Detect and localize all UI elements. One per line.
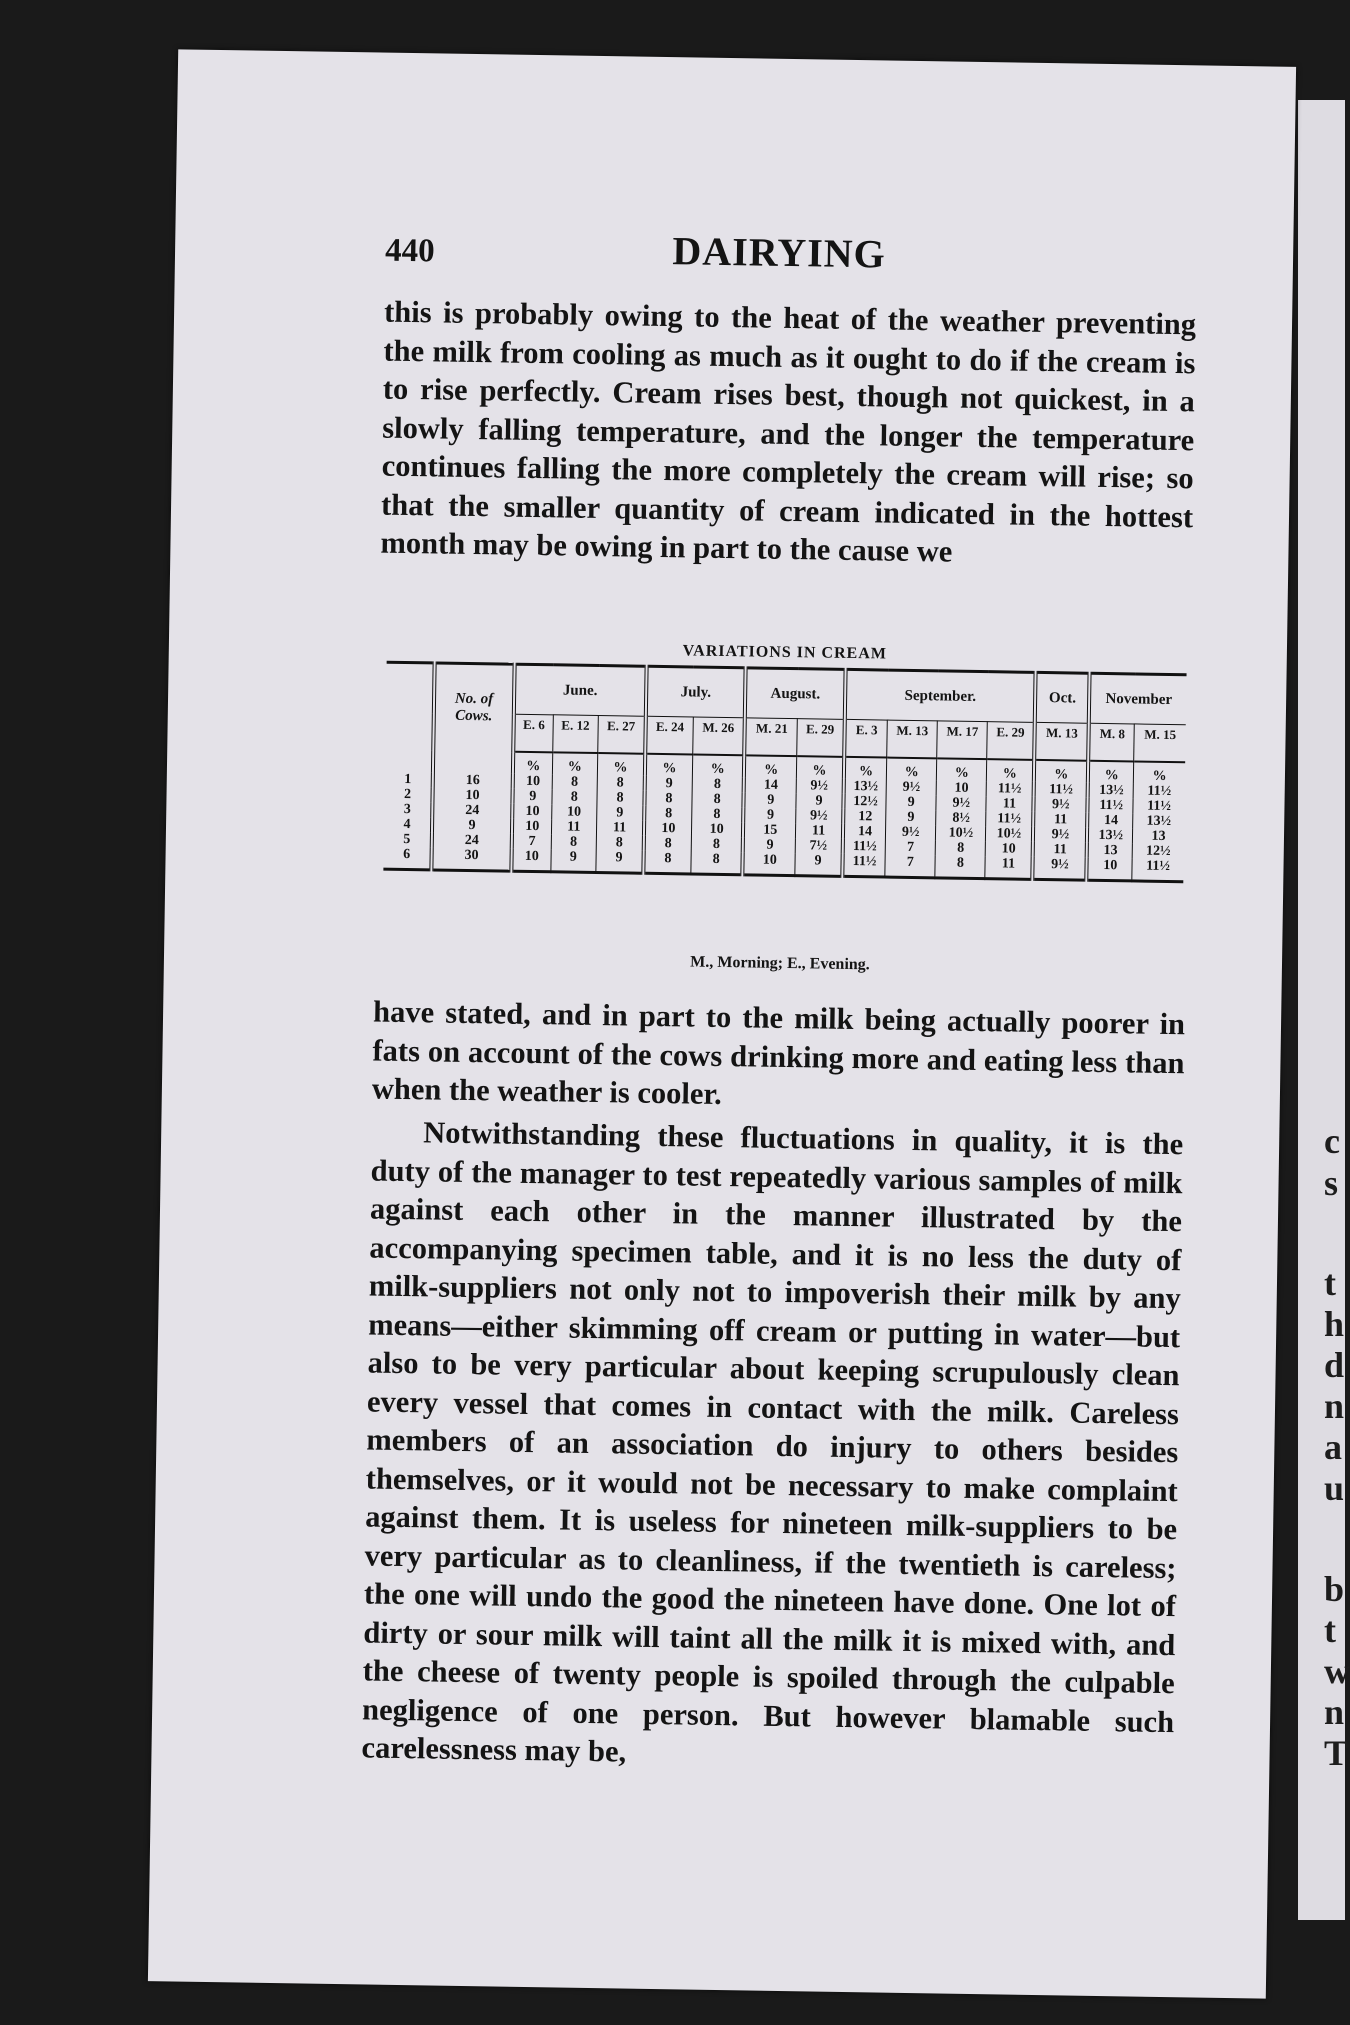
cream-value: 8 xyxy=(596,835,644,851)
cream-value: 11 xyxy=(985,856,1033,879)
cream-value: 8 xyxy=(692,777,744,793)
row-number: 6 xyxy=(403,846,411,863)
row-number: 5 xyxy=(403,831,411,848)
cream-value: 9½ xyxy=(796,778,844,794)
cream-value: 9 xyxy=(743,837,795,853)
cream-value: 8½ xyxy=(936,810,986,826)
cream-value: 9½ xyxy=(796,808,844,824)
cream-value: 9½ xyxy=(936,795,986,811)
facing-page-edge xyxy=(1298,100,1350,1920)
row-number: 3 xyxy=(403,801,411,818)
book-page xyxy=(148,49,1296,1998)
table-title: VARIATIONS IN CREAM xyxy=(682,642,888,663)
cream-value: 11½ xyxy=(1133,783,1185,799)
date-header: M. 21 xyxy=(745,718,798,756)
date-header: M. 26 xyxy=(693,717,746,755)
cream-value: 13½ xyxy=(1087,828,1132,844)
cream-value: 14 xyxy=(744,777,796,793)
cream-value: 8 xyxy=(597,775,645,791)
cream-value: 13½ xyxy=(844,779,887,795)
facing-letter: c xyxy=(1324,1121,1340,1161)
cream-value: 10 xyxy=(551,804,597,820)
facing-letter: u xyxy=(1324,1468,1345,1508)
pct-sign: % xyxy=(844,757,887,780)
cows-count: 9 xyxy=(432,817,512,833)
pct-sign: % xyxy=(987,759,1035,782)
facing-letter: n xyxy=(1324,1692,1345,1732)
cream-value: 10 xyxy=(986,841,1034,857)
cream-value: 8 xyxy=(552,774,598,790)
pct-sign: % xyxy=(1034,760,1088,783)
month-header: June. xyxy=(514,664,647,716)
cream-value: 8 xyxy=(644,836,692,852)
cream-value: 7½ xyxy=(795,838,843,854)
cream-value: 10 xyxy=(743,852,795,875)
cream-value: 10 xyxy=(511,849,550,872)
cream-value: 10 xyxy=(691,821,743,837)
cream-value: 11½ xyxy=(986,811,1034,827)
month-header: September. xyxy=(845,669,1036,722)
pct-sign: % xyxy=(1088,761,1134,784)
cream-value: 10 xyxy=(936,780,986,796)
month-header: July. xyxy=(646,666,746,718)
date-header: M. 13 xyxy=(1035,722,1090,760)
cream-value: 9 xyxy=(596,850,644,873)
cream-value: 9 xyxy=(512,789,551,805)
date-header: E. 29 xyxy=(987,722,1035,760)
date-header: E. 29 xyxy=(797,719,845,757)
cream-value: 8 xyxy=(935,855,986,878)
cream-value: 15 xyxy=(743,822,795,838)
row-number: 1 xyxy=(404,771,412,788)
cream-value: 8 xyxy=(691,851,743,874)
pct-sign: % xyxy=(1133,761,1185,784)
date-header: E. 12 xyxy=(552,715,598,753)
cream-value: 11½ xyxy=(987,781,1035,797)
cream-value: 11½ xyxy=(1088,798,1133,814)
date-header: M. 13 xyxy=(887,720,938,758)
cream-value: 11 xyxy=(596,820,644,836)
month-header: Oct. xyxy=(1035,672,1090,723)
cows-count: 24 xyxy=(432,832,512,848)
cream-value: 12½ xyxy=(1132,843,1184,859)
month-header: August. xyxy=(745,668,845,720)
pct-sign: % xyxy=(937,758,987,781)
cows-count: 16 xyxy=(433,772,513,788)
cream-value: 13½ xyxy=(1088,783,1133,799)
table-legend: M., Morning; E., Evening. xyxy=(690,953,870,974)
cream-value: 8 xyxy=(551,834,597,850)
cream-value: 14 xyxy=(1088,813,1133,829)
cream-value: 11 xyxy=(551,819,597,835)
cream-value: 11½ xyxy=(842,854,885,877)
cream-value: 11½ xyxy=(1133,798,1185,814)
cream-value: 11½ xyxy=(1034,782,1088,798)
cream-value: 13 xyxy=(1133,828,1185,844)
page-header xyxy=(385,223,1174,295)
pct-sign: % xyxy=(552,752,598,775)
cream-value: 9 xyxy=(744,792,796,808)
cream-value: 9 xyxy=(796,793,844,809)
cream-value: 9½ xyxy=(1033,827,1087,843)
cream-value: 11½ xyxy=(843,839,886,855)
cream-value: 8 xyxy=(551,789,597,805)
cream-value: 7 xyxy=(885,855,936,878)
cream-value: 8 xyxy=(692,806,744,822)
date-header: E. 6 xyxy=(513,714,553,752)
cream-value: 8 xyxy=(691,836,743,852)
pct-sign: % xyxy=(796,756,844,779)
pct-sign: % xyxy=(597,753,645,776)
running-title: DAIRYING xyxy=(672,228,887,277)
cream-value: 11 xyxy=(795,823,843,839)
date-header: M. 17 xyxy=(937,721,988,759)
facing-letter: n xyxy=(1324,1386,1345,1426)
facing-letter: a xyxy=(1324,1427,1342,1467)
cream-value: 8 xyxy=(935,840,985,856)
pct-sign: % xyxy=(645,754,693,777)
cows-count: 10 xyxy=(432,787,512,803)
page-number: 440 xyxy=(384,232,435,270)
facing-letter: t xyxy=(1324,1610,1336,1650)
pct-sign: % xyxy=(513,752,552,775)
cream-value: 9½ xyxy=(1034,797,1088,813)
pct-sign: % xyxy=(744,755,796,778)
cream-value: 8 xyxy=(644,806,692,822)
cream-value: 8 xyxy=(692,792,744,808)
cream-value: 8 xyxy=(597,790,645,806)
facing-letter: w xyxy=(1324,1651,1350,1691)
cream-value: 10 xyxy=(512,804,551,820)
cream-value: 9 xyxy=(550,849,596,872)
date-header: M. 15 xyxy=(1134,724,1186,762)
date-header: E. 24 xyxy=(645,716,693,754)
cream-value: 10 xyxy=(1087,858,1133,881)
cream-value: 11 xyxy=(1033,842,1087,858)
cream-value: 13 xyxy=(1087,843,1132,859)
cream-value: 8 xyxy=(643,851,691,874)
pct-sign: % xyxy=(886,758,936,781)
cream-value: 10½ xyxy=(986,826,1034,842)
cream-value: 13½ xyxy=(1133,813,1185,829)
date-header: M. 8 xyxy=(1089,723,1135,761)
cream-value: 9 xyxy=(795,853,843,876)
cream-value: 9 xyxy=(886,795,936,811)
cream-value: 9½ xyxy=(1033,857,1087,880)
cream-value: 10 xyxy=(513,774,552,790)
paragraph-3: Notwithstanding these fluctuations in quality, it is the duty of the manager to test repeatedly various samples of milk against each other in the manner illustrated by the accompanying specimen table, and it is no less the duty of milk-suppliers not only not to impoverish their milk by any means—either skimming off cream or putting in water—but also to be very particular about keeping scrupulously clean every vessel that comes in contact with the milk. Careless members of an association do injury to others besides themselves, or it would not be necessary to make complaint against them. It is useless for nineteen milk-suppliers to be very particular as to cleanliness, if the twentieth is careless; the one will undo the good the nineteen have done. One lot of dirty or sour milk will taint all the milk it is mixed with, and the cheese of twenty people is spoiled through the culpable negligence of one person. But however blamable such carelessness may be, xyxy=(361,1115,1184,1769)
facing-letter: h xyxy=(1324,1304,1345,1344)
facing-letter: T xyxy=(1324,1733,1349,1773)
row-number: 2 xyxy=(403,786,412,803)
facing-letter: d xyxy=(1324,1345,1345,1385)
row-number: 4 xyxy=(403,816,411,833)
cream-value: 11 xyxy=(1033,812,1087,828)
facing-letter: b xyxy=(1324,1569,1345,1609)
cream-value: 9½ xyxy=(886,780,936,796)
cream-value: 11½ xyxy=(1132,858,1184,881)
date-header: E. 3 xyxy=(844,719,887,757)
cream-value: 12 xyxy=(843,809,886,825)
cream-value: 10 xyxy=(512,819,551,835)
pct-sign: % xyxy=(692,755,744,778)
cream-value: 9 xyxy=(645,776,693,792)
cream-value: 12½ xyxy=(843,794,886,810)
cream-value: 11 xyxy=(986,796,1034,812)
cream-value: 9 xyxy=(886,810,936,826)
cream-value: 9 xyxy=(744,807,796,823)
variations-table xyxy=(383,661,1186,884)
row-number-header xyxy=(385,662,434,750)
month-header: November xyxy=(1089,673,1186,725)
cows-count: 30 xyxy=(431,847,511,871)
table-header-months xyxy=(386,662,1187,725)
cream-value: 7 xyxy=(512,834,551,850)
cream-value: 9 xyxy=(597,805,645,821)
cream-value: 7 xyxy=(885,840,935,856)
paragraph-1: this is probably owing to the heat of the weather preventing the milk from cooling as much as it ought to do if the cream is to rise perfectly. Cream rises best, though not quickest, in a slowly falling temperature, and the longer the temperature continues falling the more completely the cream will rise; so that the smaller quantity of cream indicated in the hottest month may be owing in part to the cause we xyxy=(380,294,1197,569)
cream-value: 9½ xyxy=(886,825,936,841)
cream-value: 10½ xyxy=(936,825,986,841)
cream-value: 14 xyxy=(843,824,886,840)
cows-count: 24 xyxy=(432,802,512,818)
cows-header: No. of Cows. xyxy=(433,663,514,752)
cream-value: 10 xyxy=(644,821,692,837)
facing-letter: s xyxy=(1324,1163,1339,1203)
facing-letter: t xyxy=(1324,1263,1336,1303)
paragraph-2: have stated, and in part to the milk being actually poorer in fats on account of the cows drinking more and eating less than when the weather is cooler. xyxy=(371,994,1186,1112)
cream-value: 8 xyxy=(644,791,692,807)
date-header: E. 27 xyxy=(598,716,646,754)
